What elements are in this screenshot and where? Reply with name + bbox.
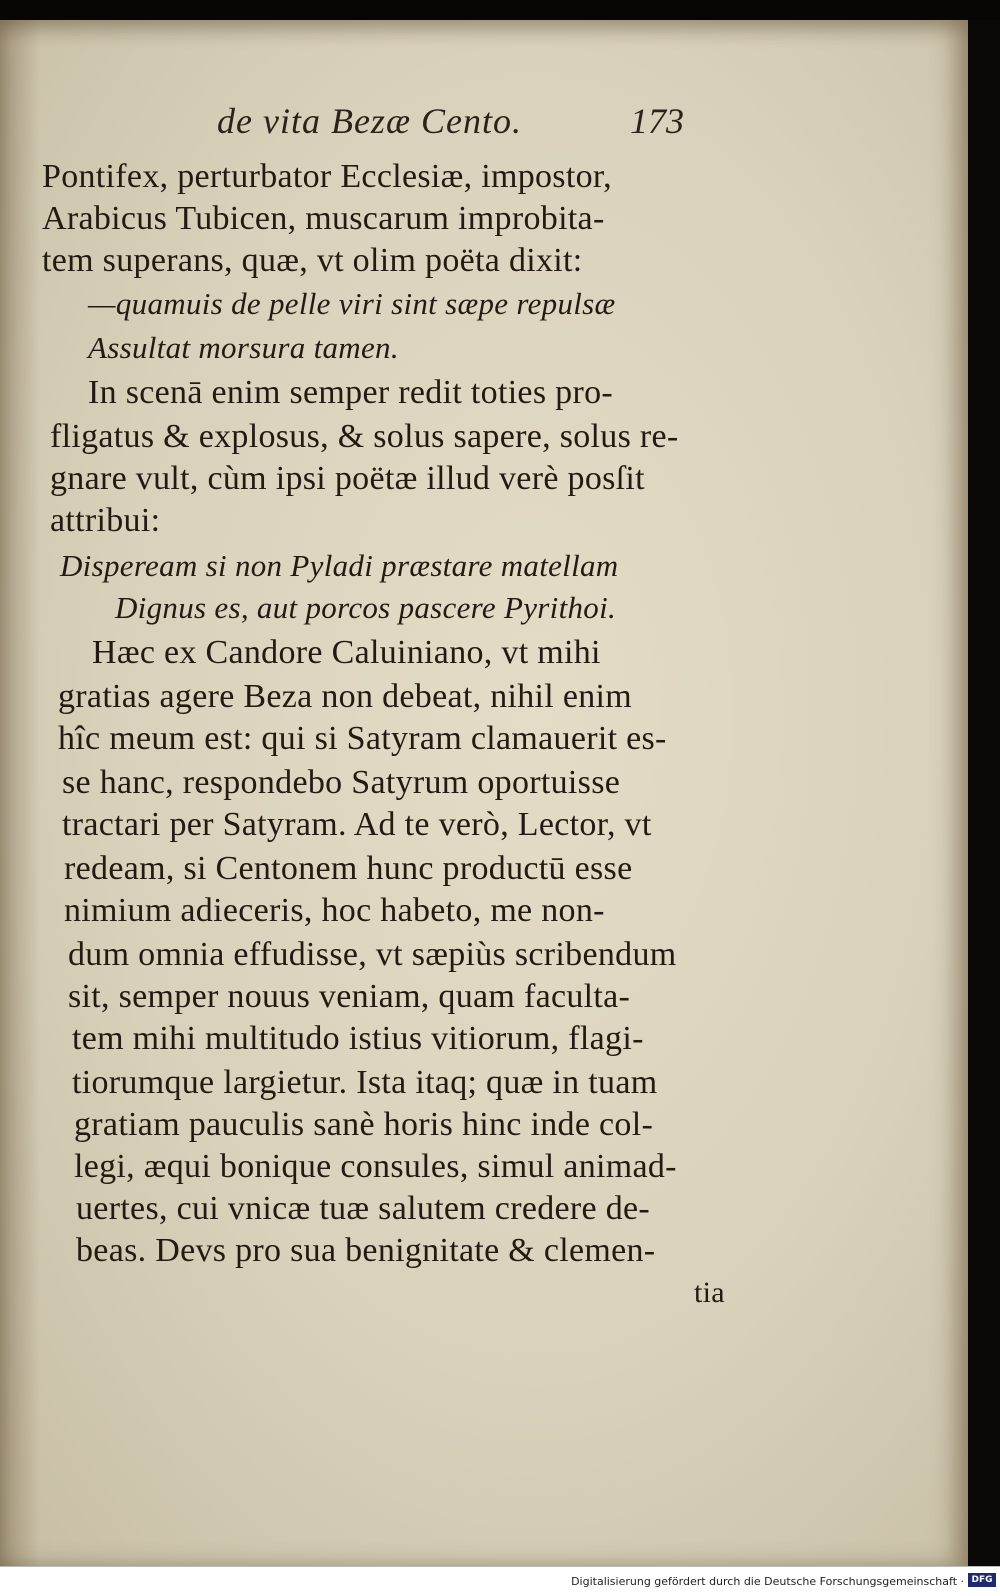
text-line: Arabicus Tubicen, muscarum improbita-: [42, 200, 605, 237]
text-line: se hanc, respondebo Satyrum oportuisse: [62, 764, 621, 801]
scan-right-edge: [968, 20, 1000, 1566]
scan-top-edge: [0, 0, 1000, 22]
footer-credit: Digitalisierung gefördert durch die Deutsche Forschungsgemeinschaft ·: [571, 1575, 964, 1588]
text-line: attribui:: [50, 502, 161, 539]
verse-line: Dispeream si non Pyladi præstare matellam: [60, 548, 619, 583]
book-page: [0, 20, 968, 1566]
verse-line: —quamuis de pelle viri sint sæpe repulsæ: [88, 286, 616, 321]
footer-bar: [0, 1566, 1000, 1596]
text-line: Pontifex, perturbator Ecclesiæ, impostor,: [42, 158, 612, 195]
catchword: tia: [694, 1276, 725, 1309]
text-line: Hæc ex Candore Caluiniano, vt mihi: [92, 634, 601, 671]
page-number: 173: [630, 101, 684, 141]
text-line: gratias agere Beza non debeat, nihil enim: [58, 678, 633, 715]
page-header: [0, 100, 968, 160]
text-line: dum omnia effudisse, vt sæpiùs scribendum: [68, 936, 677, 973]
text-line: tractari per Satyram. Ad te verò, Lector, vt: [62, 806, 652, 843]
text-line: redeam, si Centonem hunc productū esse: [64, 850, 633, 887]
text-line: nimium adieceris, hoc habeto, me non-: [64, 892, 605, 929]
text-line: gratiam pauculis sanè horis hinc inde col-: [74, 1106, 654, 1143]
text-line: tem superans, quæ, vt olim poëta dixit:: [42, 242, 583, 279]
dfg-logo: DFG: [968, 1573, 996, 1587]
text-line: tem mihi multitudo istius vitiorum, flagi-: [72, 1020, 644, 1057]
verse-line: Assultat morsura tamen.: [88, 330, 399, 365]
text-line: In scenā enim semper redit toties pro-: [88, 374, 614, 411]
text-line: fligatus & explosus, & solus sapere, solus re-: [50, 418, 679, 455]
text-line: hîc meum est: qui si Satyram clamauerit es-: [58, 720, 667, 757]
text-line: uertes, cui vnicæ tuæ salutem credere de-: [76, 1190, 651, 1227]
text-line: legi, æqui bonique consules, simul animad-: [74, 1148, 677, 1185]
verse-line: Dignus es, aut porcos pascere Pyrithoi.: [115, 590, 617, 625]
text-line: tiorumque largietur. Ista itaq; quæ in tuam: [72, 1064, 658, 1101]
text-line: gnare vult, cùm ipsi poëtæ illud verè posſit: [50, 460, 645, 497]
text-line: sit, semper nouus veniam, quam faculta-: [68, 978, 631, 1015]
running-title: de vita Bezæ Cento.: [217, 101, 522, 141]
text-line: beas. Devs pro sua benignitate & clemen-: [76, 1232, 656, 1269]
